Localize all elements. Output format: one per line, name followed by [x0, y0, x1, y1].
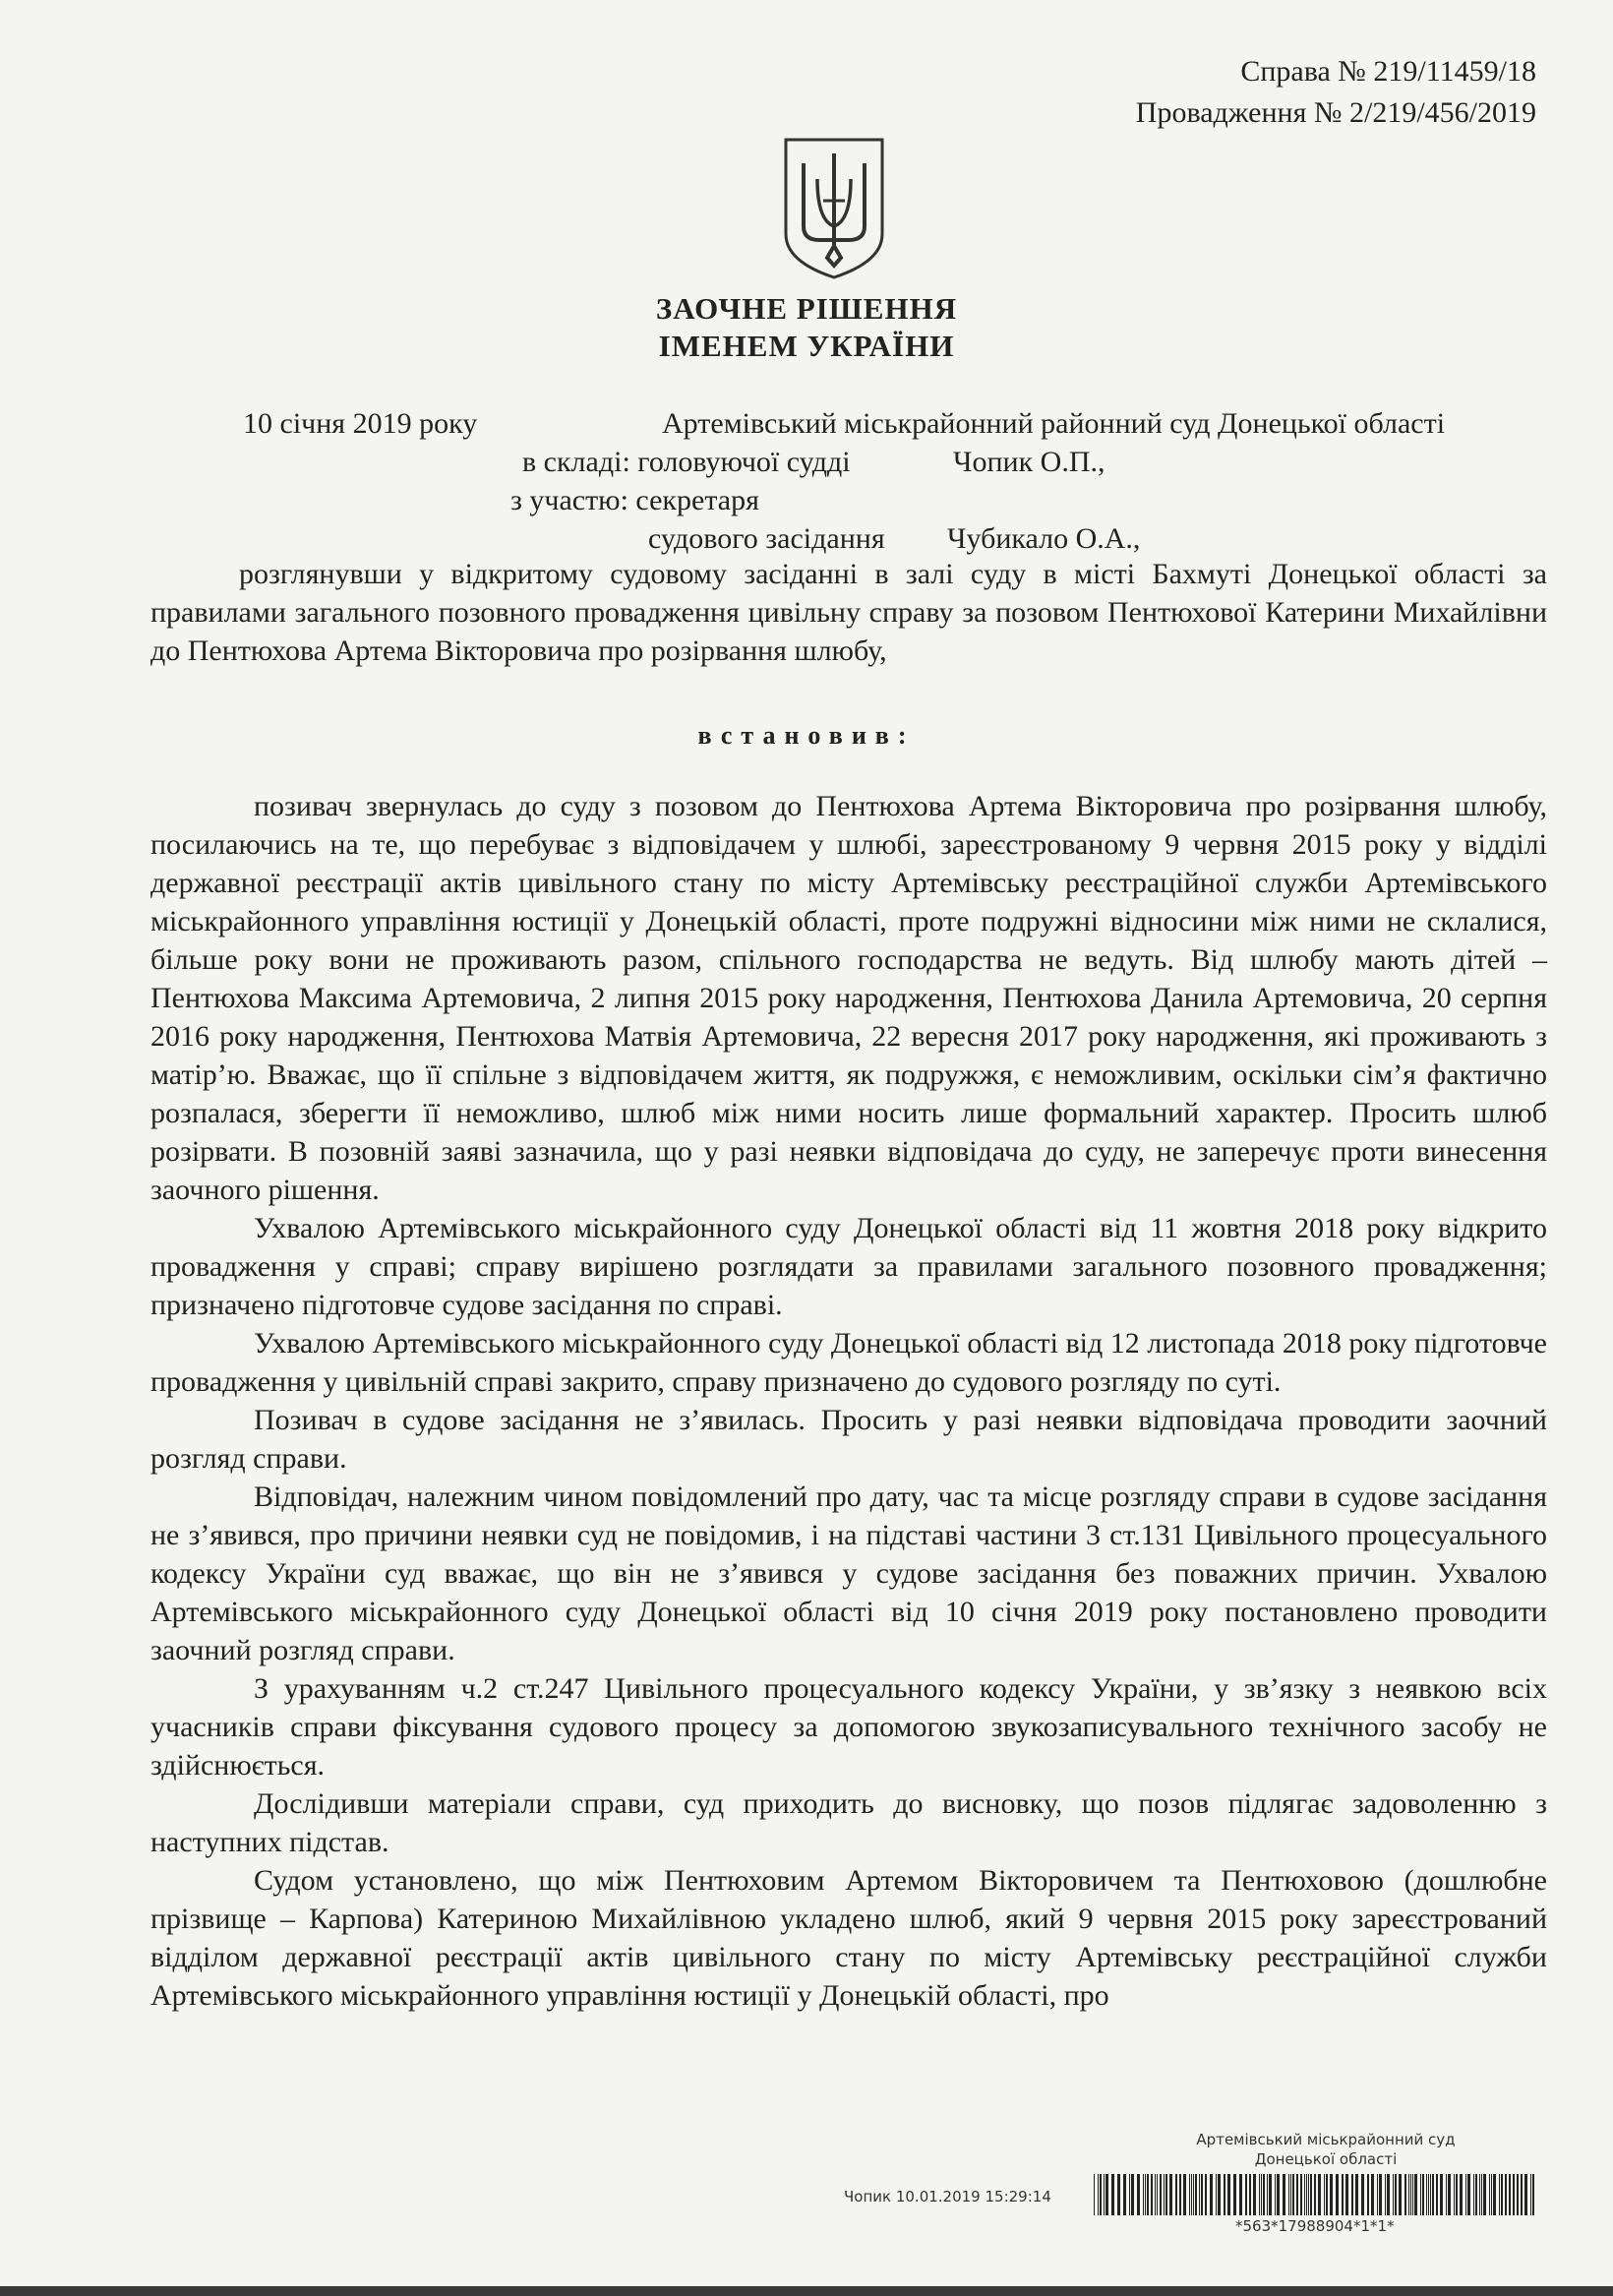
- participation-label: з участю: секретаря: [510, 484, 759, 516]
- paragraph: Ухвалою Артемівського міськрайонного суду Донецької області від 11 жовтня 2018 року відкрито провадження у справі; справу вирішено розглядати за правилами загального позовного провадження; призначено підготовче судове засідання по справі.: [150, 1212, 1547, 1321]
- coat-of-arms-icon: [780, 136, 888, 281]
- established-heading: встановив:: [697, 721, 916, 750]
- decision-body: [150, 787, 1547, 2015]
- stamp-signature: Чопик 10.01.2019 15:29:14: [844, 2188, 1051, 2205]
- scan-edge: [0, 2286, 1613, 2296]
- document-subtitle: ІМЕНЕМ УКРАЇНИ: [658, 329, 955, 363]
- registry-stamp: [844, 2131, 1564, 2268]
- judge-name: Чопик О.П.,: [953, 446, 1105, 478]
- paragraph: Судом установлено, що між Пентюховим Артемом Вікторовичем та Пентюховою (дошлюбне прізвище – Карпова) Катериною Михайлівною укладено шлюб, який 9 червня 2015 року зареєстрований відділом державної реєстрації актів цивільного стану по місту Артемівську реєстраційної служби Артемівського міськрайонного управління юстиції у Донецькій області, про: [150, 1864, 1547, 2012]
- secretary-name: Чубикало О.А.,: [947, 522, 1141, 555]
- case-number: Справа № 219/11459/18: [1240, 55, 1536, 88]
- paragraph: З урахуванням ч.2 ст.247 Цивільного процесуального кодексу України, у зв’язку з неявкою всіх учасників справи фіксування судового процесу за допомогою звукозаписувального технічного засобу не здійснюється.: [150, 1672, 1547, 1782]
- paragraph: Ухвалою Артемівського міськрайонного суду Донецької області від 12 листопада 2018 року підготовче провадження у цивільній справі закрито, справу призначено до судового розгляду по суті.: [150, 1327, 1547, 1398]
- paragraph: Дослідивши матеріали справи, суд приходить до висновку, що позов підлягає задоволенню з наступних підстав.: [150, 1787, 1547, 1858]
- paragraph: позивач звернулась до суду з позовом до Пентюхова Артема Вікторовича про розірвання шлюбу, посилаючись на те, що перебуває з відповідачем у шлюбі, зареєстрованому 9 червня 2015 року у відділі державної реєстрації актів цивільного стану по місту Артемівську реєстраційної служби Артемівського міськрайонного управління юстиції у Донецькій області, проте подружні відносини між ними не склалися, більше року вони не проживають разом, спільного господарства не ведуть. Від шлюбу мають дітей – Пентюхова Максима Артемовича, 2 липня 2015 року народження, Пентюхова Данила Артемовича, 20 серпня 2016 року народження, Пентюхова Матвія Артемовича, 22 вересня 2017 року народження, які проживають з матір’ю. Вважає, що її спільне з відповідачем життя, як подружжя, є неможливим, оскільки сім’я фактично розпалася, зберегти її неможливо, шлюб між ними носить лише формальний характер. Просить шлюб розірвати. В позовній заяві зазначила, що у разі неявки відповідача до суду, не заперечує проти винесення заочного рішення.: [150, 790, 1547, 1206]
- barcode-icon: [1094, 2174, 1538, 2215]
- intro-paragraph: розглянувши у відкритому судовому засіданні в залі суду в місті Бахмуті Донецької області за правилами загального позовного провадження цивільну справу за позовом Пентюхової Катерини Михайлівни до Пентюхова Артема Вікторовича про розірвання шлюбу,: [150, 558, 1547, 667]
- stamp-court-line2: Донецької області: [1254, 2150, 1398, 2168]
- composition-label: в складі: головуючої судді: [522, 446, 851, 478]
- secretary-role: судового засідання: [648, 522, 885, 555]
- court-name: Артемівський міськрайонний районний суд Донецької області: [662, 407, 1446, 440]
- stamp-court-line1: Артемівський міськрайонний суд: [1196, 2131, 1456, 2148]
- decision-date: 10 січня 2019 року: [243, 407, 478, 440]
- case-numbers: [1136, 51, 1536, 134]
- barcode-text: *563*17988904*1*1*: [1235, 2217, 1395, 2235]
- paragraph: Відповідач, належним чином повідомлений про дату, час та місце розгляду справи в судове засідання не з’явився, про причини неявки суд не повідомив, і на підставі частини 3 ст.131 Цивільного процесуального кодексу України суд вважає, що він не з’явився у судове засідання без поважних причин. Ухвалою Артемівського міськрайонного суду Донецької області від 10 січня 2019 року постановлено проводити заочний розгляд справи.: [150, 1480, 1547, 1666]
- proceeding-number: Провадження № 2/219/456/2019: [1135, 96, 1536, 129]
- paragraph: Позивач в судове засідання не з’явилась. Просить у разі неявки відповідача проводити заочний розгляд справи.: [150, 1404, 1547, 1475]
- document-title: ЗАОЧНЕ РІШЕННЯ: [655, 291, 958, 326]
